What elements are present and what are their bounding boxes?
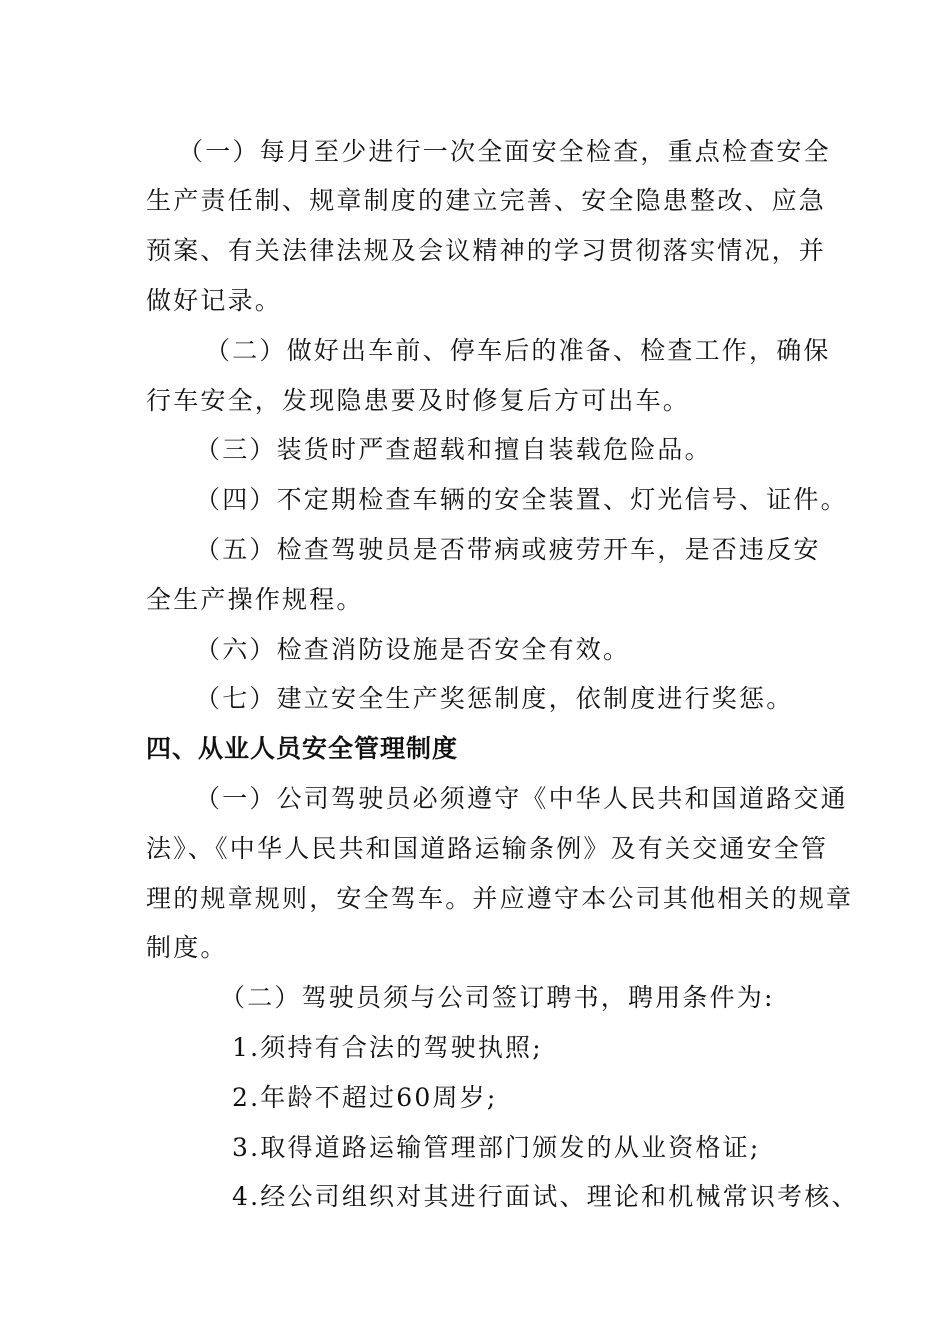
paragraph-line: （二）驾驶员须与公司签订聘书，聘用条件为:: [220, 983, 775, 1012]
paragraph-line: （二）做好出车前、停车后的准备、检查工作，确保: [205, 336, 831, 365]
paragraph-line: 法》、《中华人民共和国道路运输条例》及有关交通安全管: [146, 834, 829, 863]
paragraph-line: 制度。: [146, 933, 228, 962]
paragraph-line: （五）检查驾驶员是否带病或疲劳开车，是否违反安: [195, 535, 821, 564]
paragraph-line: 全生产操作规程。: [146, 585, 364, 614]
paragraph-line: （三）装货时严查超载和擅自装载危险品。: [195, 435, 712, 464]
paragraph-line: （六）检查消防设施是否安全有效。: [195, 635, 631, 664]
paragraph-line: 行车安全，发现隐患要及时修复后方可出车。: [146, 386, 691, 415]
paragraph-line: 理的规章规则，安全驾车。并应遵守本公司其他相关的规章: [146, 884, 854, 913]
list-item: 2.年龄不超过60周岁;: [232, 1083, 498, 1112]
section-heading: 四、从业人员安全管理制度: [146, 734, 459, 763]
list-item: 4.经公司组织对其进行面试、理论和机械常识考核、: [232, 1182, 859, 1211]
paragraph-line: （一）公司驾驶员必须遵守《中华人民共和国道路交通: [195, 784, 848, 813]
paragraph-line: 预案、有关法律法规及会议精神的学习贯彻落实情况，并: [146, 236, 827, 265]
paragraph-line: （四）不定期检查车辆的安全装置、灯光信号、证件。: [195, 485, 848, 514]
paragraph-line: 生产责任制、规章制度的建立完善、安全隐患整改、应急: [146, 186, 827, 215]
list-item: 3.取得道路运输管理部门颁发的从业资格证;: [232, 1133, 761, 1162]
paragraph-line: 做好记录。: [146, 286, 283, 315]
list-item: 1.须持有合法的驾驶执照;: [232, 1033, 543, 1062]
paragraph-line: （七）建立安全生产奖惩制度，依制度进行奖惩。: [195, 684, 794, 713]
paragraph-line: （一）每月至少进行一次全面安全检查，重点检查安全: [178, 137, 831, 166]
